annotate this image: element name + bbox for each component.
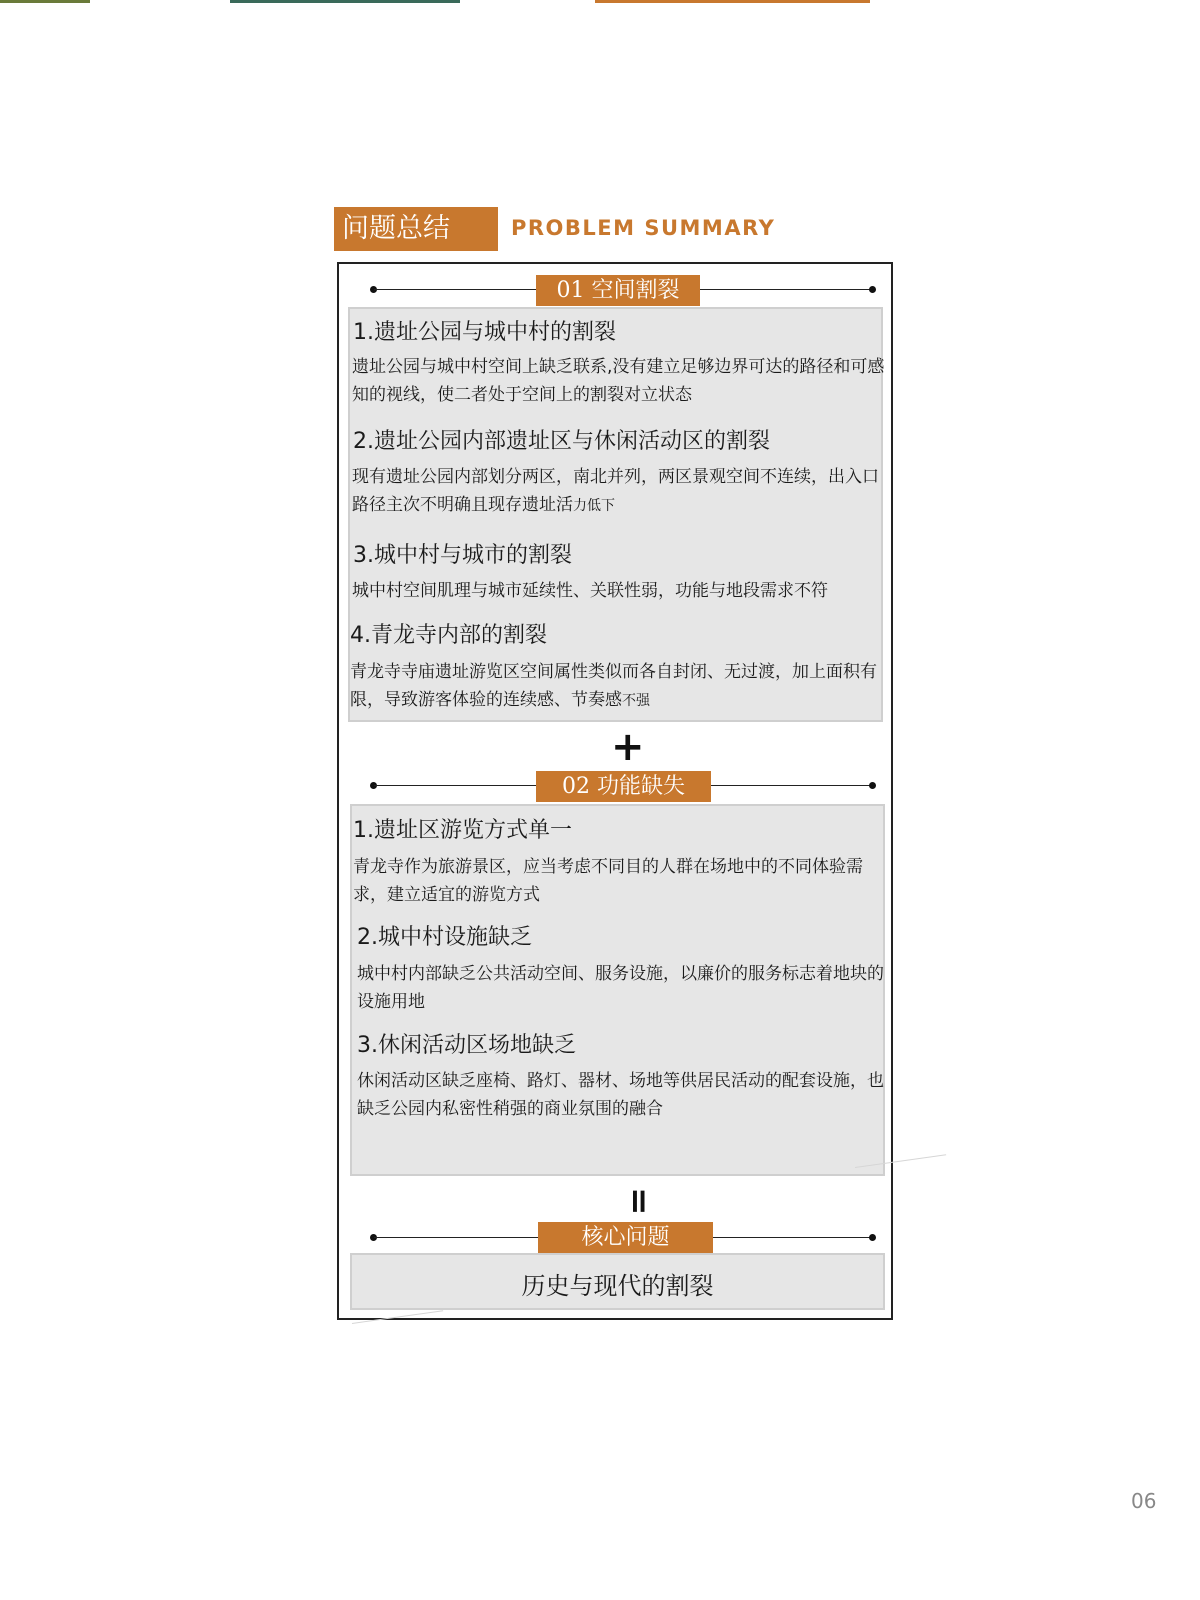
item-title: 1.遗址区游览方式单一: [353, 818, 572, 843]
equals-symbol: =: [619, 1187, 659, 1216]
item-title: 2.城中村设施缺乏: [357, 925, 532, 950]
section-title-cn: 问题总结: [334, 207, 498, 251]
item-body: 休闲活动区缺乏座椅、路灯、器材、场地等供居民活动的配套设施，也缺乏公园内私密性稍强的商业氛围的融合: [357, 1071, 884, 1119]
section-label-spatial: 01 空间割裂: [536, 275, 700, 306]
section-title-en: PROBLEM SUMMARY: [511, 216, 776, 240]
divider-dot-right: [869, 286, 876, 293]
item-title: 2.遗址公园内部遗址区与休闲活动区的割裂: [353, 429, 770, 454]
item-body: [352, 463, 882, 520]
top-decorative-strip: [0, 0, 1200, 3]
item-body-small: 力低下: [573, 498, 615, 514]
section-label-core: 核心问题: [538, 1222, 713, 1253]
item-body: 遗址公园与城中村空间上缺乏联系,没有建立足够边界可达的路径和可感知的视线，使二者处于空间上的割裂对立状态: [352, 357, 885, 405]
item-title: 3.休闲活动区场地缺乏: [357, 1033, 576, 1058]
item-body-small: 不强: [622, 693, 650, 709]
item-title: 1.遗址公园与城中村的割裂: [353, 320, 616, 345]
plus-symbol: +: [611, 724, 645, 770]
item-title: 4.青龙寺内部的割裂: [350, 623, 547, 648]
item-body-text: 青龙寺寺庙遗址游览区空间属性类似而各自封闭、无过渡，加上面积有限，导致游客体验的连续感、节奏感: [350, 662, 877, 710]
divider-dot-right: [869, 1234, 876, 1241]
item-body: 城中村空间肌理与城市延续性、关联性弱，功能与地段需求不符: [352, 581, 828, 601]
page-number: 06: [1131, 1489, 1157, 1513]
core-problem-text: 历史与现代的割裂: [521, 1272, 714, 1300]
item-title: 3.城中村与城市的割裂: [353, 543, 572, 568]
item-body: [350, 658, 890, 715]
divider-dot-right: [869, 782, 876, 789]
item-body: 城中村内部缺乏公共活动空间、服务设施，以廉价的服务标志着地块的设施用地: [357, 964, 884, 1012]
section-label-function: 02 功能缺失: [536, 771, 711, 802]
item-body: 青龙寺作为旅游景区，应当考虑不同目的人群在场地中的不同体验需求，建立适宜的游览方式: [353, 857, 863, 905]
item-body-text: 现有遗址公园内部划分两区，南北并列，两区景观空间不连续，出入口路径主次不明确且现存遗址活: [352, 467, 879, 515]
